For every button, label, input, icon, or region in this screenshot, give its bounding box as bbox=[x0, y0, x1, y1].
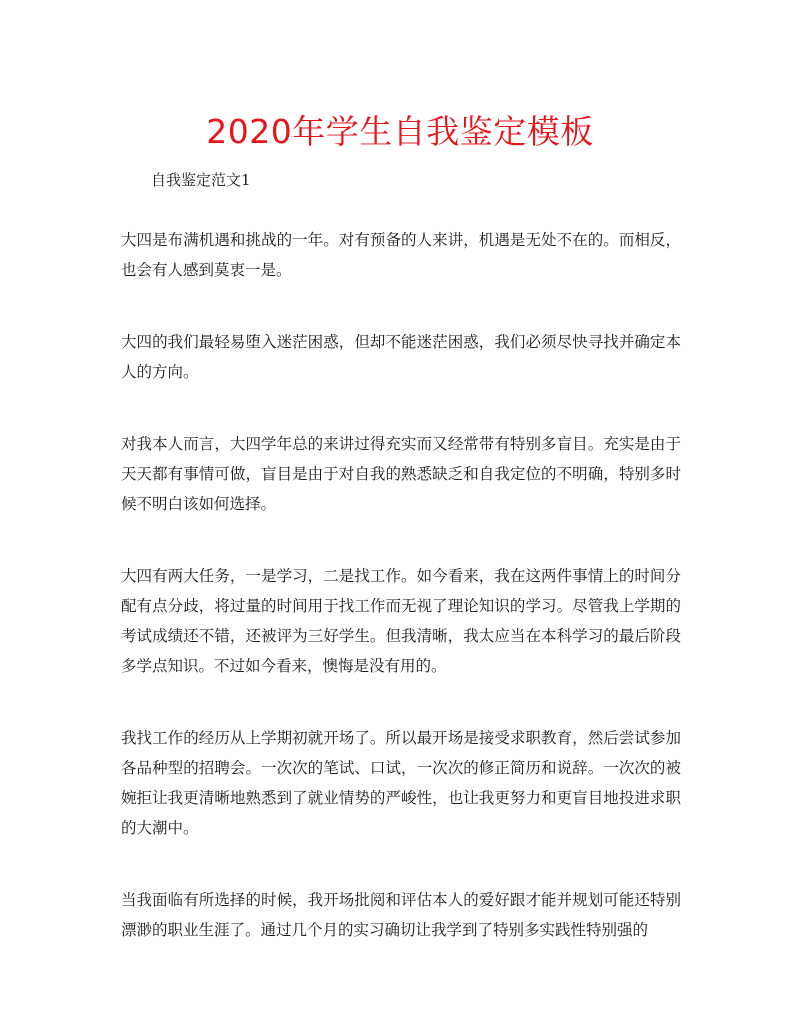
paragraph-5: 我找工作的经历从上学期初就开场了。所以最开场是接受求职教育，然后尝试参加各品种型的招聘会。一次次的笔试、口试，一次次的修正简历和说辞。一次次的被婉拒让我更清晰地熟悉到了就业情势的严峻性，也让我更努力和更盲目地投进求职的大潮中。 bbox=[121, 729, 681, 837]
paragraph-1: 大四是布满机遇和挑战的一年。对有预备的人来讲，机遇是无处不在的。而相反，也会有人感到莫衷一是。 bbox=[121, 231, 681, 279]
paragraph-2: 大四的我们最轻易堕入迷茫困惑，但却不能迷茫困惑，我们必须尽快寻找并确定本人的方向。 bbox=[121, 333, 681, 381]
document-body bbox=[121, 225, 681, 987]
document-title: 2020年学生自我鉴定模板 bbox=[206, 112, 594, 151]
paragraph-3: 对我本人而言，大四学年总的来讲过得充实而又经常带有特别多盲目。充实是由于天天都有事情可做，盲目是由于对自我的熟悉缺乏和自我定位的不明确，特别多时候不明白该如何选择。 bbox=[121, 435, 681, 513]
document-subtitle: 自我鉴定范文1 bbox=[151, 171, 251, 189]
paragraph-4: 大四有两大任务，一是学习，二是找工作。如今看来，我在这两件事情上的时间分配有点分歧，将过量的时间用于找工作而无视了理论知识的学习。尽管我上学期的考试成绩还不错，还被评为三好学生。但我清晰，我太应当在本科学习的最后阶段多学点知识。不过如今看来，懊悔是没有用的。 bbox=[121, 567, 681, 675]
paragraph-6: 当我面临有所选择的时候，我开场批阅和评估本人的爱好跟才能并规划可能还特别漂渺的职业生涯了。通过几个月的实习确切让我学到了特别多实践性特别强的 bbox=[121, 891, 681, 939]
